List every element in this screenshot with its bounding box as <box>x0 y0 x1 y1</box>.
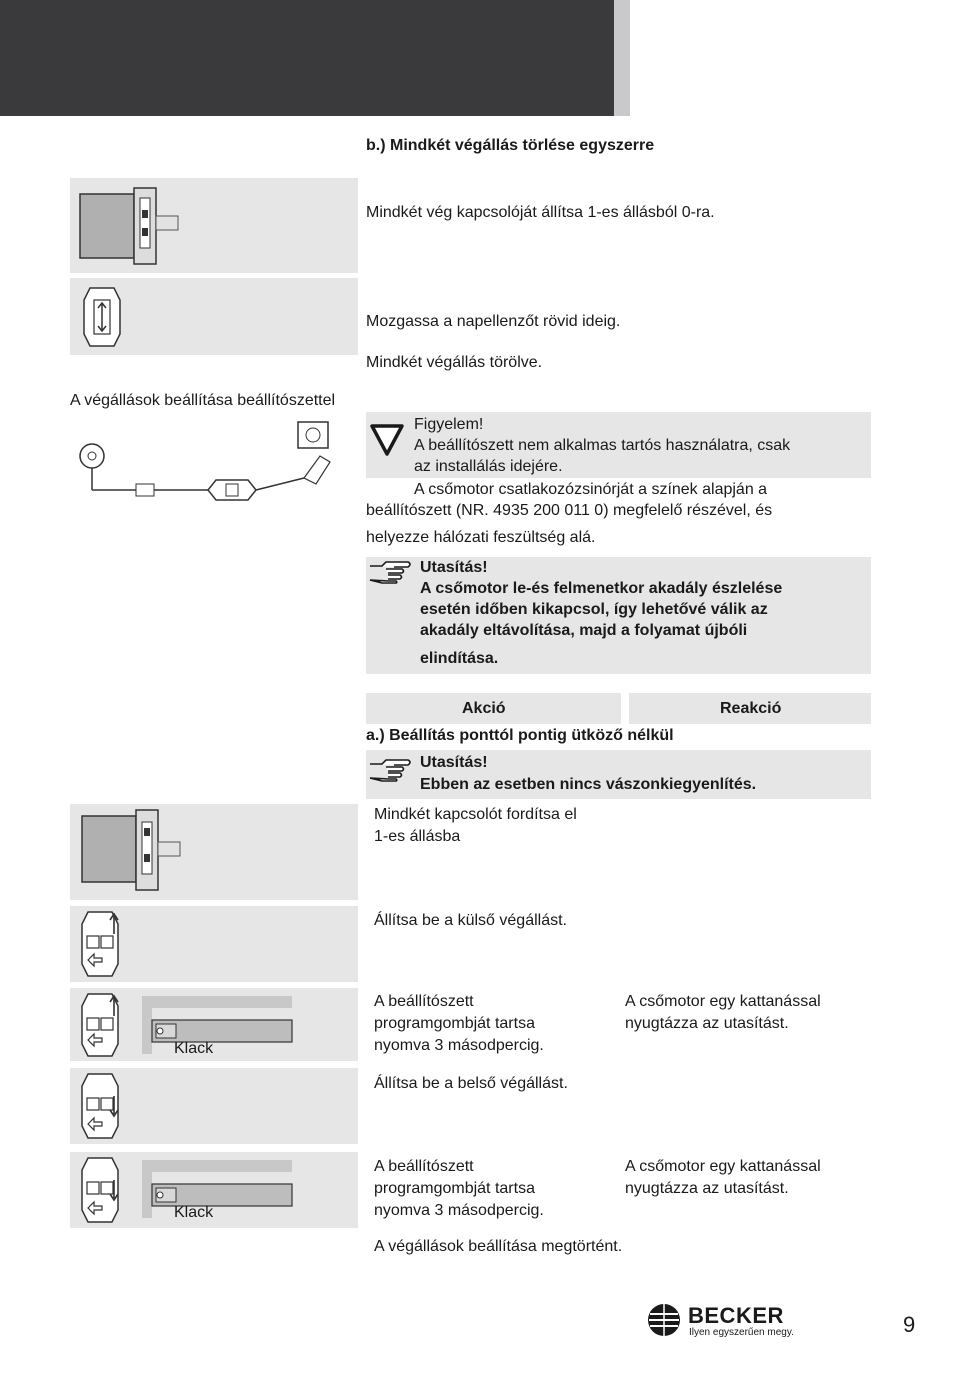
row-4-action: Állítsa be a belső végállást. <box>374 1075 568 1092</box>
row-3-reaction: A csőmotor egy kattanással nyugtázza az utasítást. <box>625 993 821 1032</box>
remote-icon <box>80 910 120 978</box>
subsection-a-title: a.) Beállítás ponttól pontig ütköző nélkül <box>366 727 674 744</box>
warning-line-5: helyezze hálózati feszültség alá. <box>366 529 596 546</box>
final-statement: A végállások beállítása megtörtént. <box>374 1238 623 1255</box>
section-b-step-2: Mozgassa a napellenzőt rövid ideig. <box>366 313 621 330</box>
brand-name: BECKER <box>688 1303 784 1328</box>
instruction-line-2: esetén időben kikapcsol, így lehetővé válik az <box>420 601 768 618</box>
pointing-hand-icon <box>368 560 414 584</box>
switch-icon <box>82 286 122 348</box>
page-number: 9 <box>903 1312 916 1337</box>
brand-tagline: Ilyen egyszerűen megy. <box>689 1327 794 1338</box>
instruction-line-3: akadály eltávolítása, majd a folyamat újbóli <box>420 622 748 639</box>
setup-heading: A végállások beállítása beállítószettel <box>70 392 336 409</box>
instruction-line-1: A csőmotor le-és felmenetkor akadály észlelése <box>420 580 783 597</box>
setup-kit-icon <box>76 418 356 508</box>
section-b-title: b.) Mindkét végállás törlése egyszerre <box>366 137 655 154</box>
header-side-bar <box>614 0 630 116</box>
row-1-action: Mindkét kapcsolót fordítsa el 1-es állásba <box>374 806 577 845</box>
warning-title: Figyelem! <box>414 416 484 433</box>
warning-triangle-icon <box>370 422 404 456</box>
remote-icon-2 <box>80 992 120 1058</box>
column-header-reaction-label: Reakció <box>720 700 782 717</box>
section-b-step-1: Mindkét vég kapcsolóját állítsa 1-es állásból 0-ra. <box>366 204 715 221</box>
row-3-sound: Klack <box>174 1040 214 1057</box>
remote-icon-3 <box>80 1072 120 1140</box>
section-b-step-3: Mindkét végállás törölve. <box>366 354 543 371</box>
instruction-line-4: elindítása. <box>420 650 499 667</box>
warning-line-3: A csőmotor csatlakozózsinórját a színek alapján a <box>414 481 768 498</box>
warning-line-1: A beállítószett nem alkalmas tartós használatra, csak <box>414 437 791 454</box>
tube-motor-icon-2 <box>142 1160 294 1218</box>
row-5-sound: Klack <box>174 1204 214 1221</box>
row-3-action: A beállítószett programgombját tartsa nyomva 3 másodpercig. <box>374 993 544 1054</box>
remote-icon-4 <box>80 1156 120 1224</box>
note-text: Ebben az esetben nincs vászonkiegyenlítés. <box>420 776 757 793</box>
header-bar <box>0 0 614 116</box>
row-5-reaction: A csőmotor egy kattanással nyugtázza az utasítást. <box>625 1158 821 1197</box>
row-5-action: A beállítószett programgombját tartsa nyomva 3 másodpercig. <box>374 1158 544 1219</box>
tube-motor-icon <box>142 996 294 1054</box>
row-2-action: Állítsa be a külső végállást. <box>374 912 567 929</box>
motor-head-icon-2 <box>80 808 190 894</box>
becker-logo-icon <box>646 1302 682 1338</box>
motor-head-icon <box>78 186 188 268</box>
pointing-hand-icon-2 <box>368 758 414 782</box>
warning-line-2: az installálás idejére. <box>414 458 563 475</box>
column-header-action-label: Akció <box>462 700 506 717</box>
warning-line-4: beállítószett (NR. 4935 200 011 0) megfelelő részével, és <box>366 502 773 519</box>
note-title: Utasítás! <box>420 754 488 771</box>
instruction-title: Utasítás! <box>420 559 488 576</box>
